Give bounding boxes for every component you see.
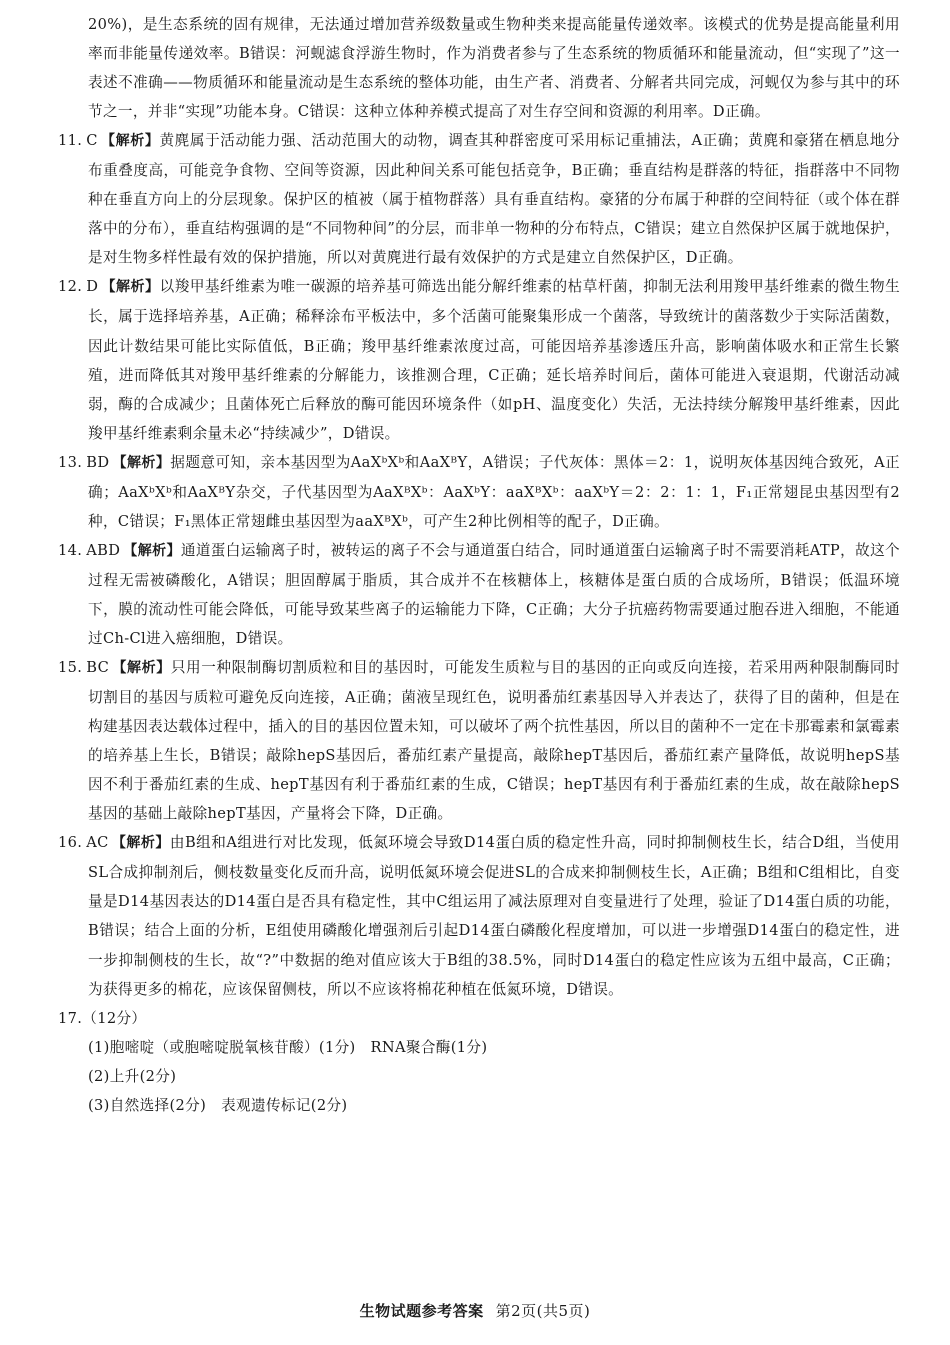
question-number: 14. [58, 541, 83, 559]
answer-choice: BC [86, 659, 110, 677]
analysis-tag: 【解析】 [100, 133, 160, 150]
answer-choice: AC [86, 834, 109, 852]
answer-17-item-2: (2)上升(2分) [88, 1067, 177, 1085]
answer-14 [58, 536, 900, 653]
analysis-text: 以羧甲基纤维素为唯一碳源的培养基可筛选出能分解纤维素的枯草杆菌，抑制无法利用羧甲基纤维素的微生物生长，属于选择培养基，A正确；稀释涂布平板法中，多个活菌可能聚集形成一个菌落，导致统计的菌落数少于实际活菌数，因此计数结果可能比实际值低，B正确；羧甲基纤维素浓度过高，可能因培养基渗透压升高，影响菌体吸水和正常生长繁殖，进而降低其对羧甲基纤维素的分解能力，该推测合理，C正确；延长培养时间后，菌体可能进入衰退期，代谢活动减弱，酶的合成减少；且菌体死亡后释放的酶可能因环境条件（如pH、温度变化）失活，无法持续分解羧甲基纤维素，因此羧甲基纤维素剩余量未必“持续减少”，D错误。 [88, 278, 901, 442]
question-number: 16. [58, 834, 83, 852]
answer-choice: C [86, 132, 98, 150]
answer-choice: ABD [86, 541, 121, 559]
answer-17-item-1: (1)胞嘧啶（或胞嘧啶脱氧核苷酸）(1分) RNA聚合酶(1分) [88, 1038, 488, 1056]
analysis-text: 通道蛋白运输离子时，被转运的离子不会与通道蛋白结合，同时通道蛋白运输离子时不需要消耗ATP，故这个过程无需被磷酸化，A错误；胆固醇属于脂质，其合成并不在核糖体上，核糖体是蛋白质的合成场所，B错误；低温环境下，膜的流动性可能会降低，可能导致某些离子的运输能力下降，C正确；大分子抗癌药物需要通过胞吞进入细胞，不能通过Ch-Cl进入癌细胞，D错误。 [88, 541, 900, 647]
answer-12 [58, 272, 900, 447]
footer-page-number: 第2页(共5页) [495, 1302, 591, 1320]
answer-11 [58, 126, 900, 272]
analysis-text: 只用一种限制酶切割质粒和目的基因时，可能发生质粒与目的基因的正向或反向连接，若采用两种限制酶同时切割目的基因与质粒可避免反向连接，A正确；菌液呈现红色，说明番茄红素基因导入并表达了，获得了目的菌种，但是在构建基因表达载体过程中，插入的目的基因位置未知，可以破坏了两个抗性基因，所以目的菌种不一定在卡那霉素和氯霉素的培养基上生长，B错误；敲除hepS基因后，番茄红素产量提高，敲除hepT基因后，番茄红素产量降低，故说明hepS基因不利于番茄红素的生成、hepT基因有利于番茄红素的生成，C错误；hepT基因有利于番茄红素的生成，故在敲除hepS基因的基础上敲除hepT基因，产量将会下降，D正确。 [88, 659, 900, 823]
question-number: 12. [58, 278, 83, 296]
footer-title: 生物试题参考答案 [359, 1302, 484, 1320]
answer-choice: BD [86, 453, 110, 471]
question-score: （12分） [82, 1009, 147, 1027]
answer-16 [58, 828, 900, 1003]
answer-15 [58, 653, 900, 828]
question-number: 17. [58, 1009, 83, 1027]
answer-choice: D [86, 278, 99, 296]
answer-17-header [58, 1004, 900, 1033]
analysis-text: 黄麂属于活动能力强、活动范围大的动物，调查其种群密度可采用标记重捕法，A正确；黄麂和豪猪在栖息地分布重叠度高，可能竞争食物、空间等资源，因此种间关系可能包括竞争，B正确；垂直结构是群落的特征，指群落中不同物种在垂直方向上的分层现象。保护区的植被（属于植物群落）具有垂直结构。豪猪的分布属于种群的空间特征（或个体在群落中的分布），垂直结构强调的是“不同物种间”的分层，而非单一物种的分布特点，C错误；建立自然保护区属于就地保护，是对生物多样性最有效的保护措施，所以对黄麂进行最有效保护的方式是建立自然保护区，D正确。 [88, 132, 900, 267]
question-number: 15. [58, 659, 83, 677]
analysis-tag: 【解析】 [101, 279, 160, 296]
question-number: 13. [58, 453, 83, 471]
question-number: 11. [58, 132, 83, 150]
continued-answer-10: 20%)，是生态系统的固有规律，无法通过增加营养级数量或生物种类来提高能量传递效率。该模式的优势是提高能量利用率而非能量传递效率。B错误：河蚬滤食浮游生物时，作为消费者参与了生态系统的物质循环和能量流动，但“实现了”这一表述不准确——物质循环和能量流动是生态系统的整体功能，由生产者、消费者、分解者共同完成，河蚬仅为参与其中的环节之一，并非“实现”功能本身。C错误：这种立体种养模式提高了对生存空间和资源的利用率。D正确。 [88, 16, 900, 121]
analysis-tag: 【解析】 [111, 835, 170, 852]
analysis-tag: 【解析】 [123, 542, 181, 559]
analysis-text: 据题意可知，亲本基因型为AaXᵇXᵇ和AaXᴮY，A错误；子代灰体：黑体＝2：1，说明灰体基因纯合致死，A正确；AaXᵇXᵇ和AaXᴮY杂交，子代基因型为AaXᴮXᵇ：AaXᵇY：aaXᴮXᵇ：aaXᵇY＝2：2：1：1，F₁正常翅昆虫基因型有2种，C错误；F₁黑体正常翅雌虫基因型为aaXᴮXᵇ，可产生2种比例相等的配子，D正确。 [88, 453, 900, 530]
answer-content [58, 10, 900, 1120]
analysis-tag: 【解析】 [112, 454, 171, 471]
answer-17-item-3: (3)自然选择(2分) 表观遗传标记(2分) [88, 1096, 348, 1114]
analysis-text: 由B组和A组进行对比发现，低氮环境会导致D14蛋白质的稳定性升高，同时抑制侧枝生长，结合D组，当使用SL合成抑制剂后，侧枝数量变化反而升高，说明低氮环境会促进SL的合成来抑制侧枝生长，A正确；B组和C组相比，自变量是D14基因表达的D14蛋白是否具有稳定性，其中C组运用了减法原理对自变量进行了处理，验证了D14蛋白质的功能，B错误；结合上面的分析，E组使用磷酸化增强剂后引起D14蛋白磷酸化程度增加，可以进一步增强D14蛋白的稳定性，进一步抑制侧枝的生长，故“?”中数据的绝对值应该大于B组的38.5%，同时D14蛋白的稳定性应该为五组中最高，C正确；为获得更多的棉花，应该保留侧枝，所以不应该将棉花种植在低氮环境，D错误。 [88, 834, 900, 998]
analysis-tag: 【解析】 [112, 660, 171, 677]
answer-13 [58, 448, 900, 536]
page-footer [0, 1300, 950, 1321]
